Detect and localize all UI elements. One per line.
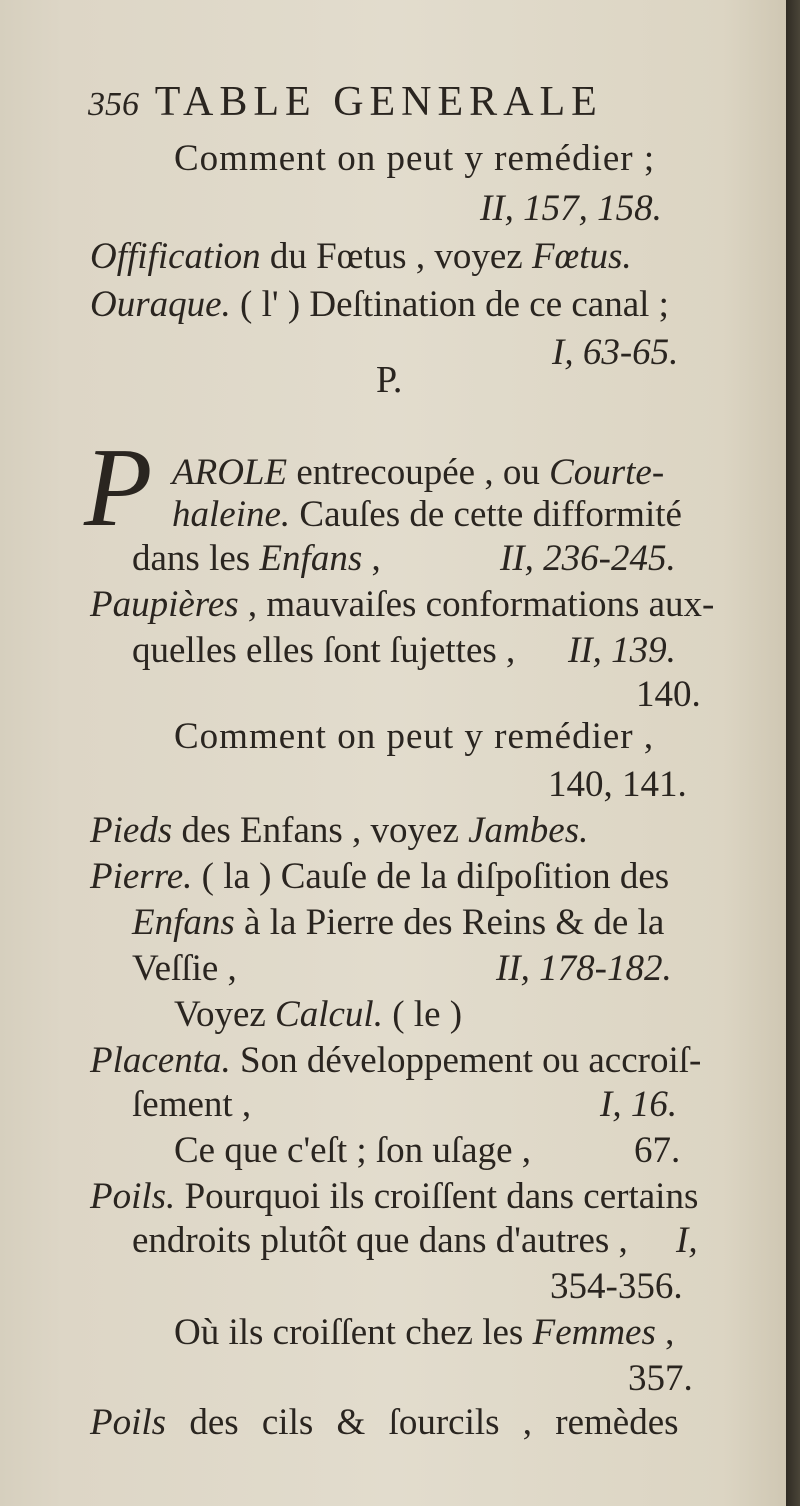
index-reference: I, <box>676 1220 698 1261</box>
index-reference: I, 16. <box>600 1084 678 1125</box>
index-reference: II, 157, 158. <box>480 188 662 229</box>
entry-head: Placenta. <box>90 1040 231 1081</box>
index-entry: Paupières , mauvaiſes conformations aux- <box>90 584 715 625</box>
index-reference: I, 63-65. <box>552 332 679 373</box>
index-entry: Placenta. Son développement ou accroiſ- <box>90 1040 702 1081</box>
index-reference: 140, 141. <box>548 764 687 805</box>
entry-head: AROLE <box>172 452 288 493</box>
index-reference: 354-356. <box>550 1266 683 1307</box>
index-reference: 67. <box>634 1130 681 1171</box>
index-line: Ce que c'eſt ; ſon uſage , <box>174 1130 532 1171</box>
index-entry: Poils. Pourquoi ils croiſſent dans certains <box>90 1176 699 1217</box>
entry-head: Pieds <box>90 810 173 851</box>
index-line: Où ils croiſſent chez les Femmes , <box>174 1312 675 1353</box>
entry-head: Poils. <box>90 1176 176 1217</box>
section-letter: P. <box>376 359 403 401</box>
entry-head: Paupières <box>90 584 239 625</box>
entry-head: Ouraque. <box>90 284 231 325</box>
index-entry: Poils des cils & ſourcils , remèdes <box>90 1402 679 1443</box>
page-number: 356 <box>88 86 139 123</box>
page-edge-shadow <box>786 0 800 1506</box>
entry-head: Pierre. <box>90 856 193 897</box>
index-line: haleine. Cauſes de cette difformité <box>172 494 682 535</box>
header-title: TABLE GENERALE <box>154 79 603 125</box>
entry-head: Poils <box>90 1402 167 1443</box>
index-reference: 357. <box>628 1358 693 1399</box>
index-line: quelles elles ſont ſujettes , <box>132 630 516 671</box>
entry-head: Offification <box>90 236 261 277</box>
index-line: dans les Enfans , <box>132 538 381 579</box>
index-reference: II, 178-182. <box>496 948 672 989</box>
index-entry: Ouraque. ( l' ) Deſtination de ce canal ; <box>90 284 669 325</box>
index-line: Enfans à la Pierre des Reins & de la <box>132 902 665 943</box>
index-line: ſement , <box>132 1084 252 1125</box>
index-line: Comment on peut y remédier ; <box>174 138 656 179</box>
index-reference: II, 236-245. <box>500 538 676 579</box>
index-entry: AROLE entrecoupée , ou Courte- <box>172 452 665 493</box>
index-reference: 140. <box>636 674 701 715</box>
index-line: endroits plutôt que dans d'autres , <box>132 1220 628 1261</box>
index-reference: II, 139. <box>568 630 676 671</box>
drop-cap: P <box>84 426 153 550</box>
index-entry: Pieds des Enfans , voyez Jambes. <box>90 810 589 851</box>
index-entry: Pierre. ( la ) Cauſe de la diſpoſition des <box>90 856 670 897</box>
index-line: Comment on peut y remédier , <box>174 716 655 757</box>
index-line: Veſſie , <box>132 948 237 989</box>
index-line: Voyez Calcul. ( le ) <box>174 994 463 1035</box>
index-entry: Offification du Fœtus , voyez Fœtus. <box>90 236 632 277</box>
running-header <box>88 78 603 126</box>
